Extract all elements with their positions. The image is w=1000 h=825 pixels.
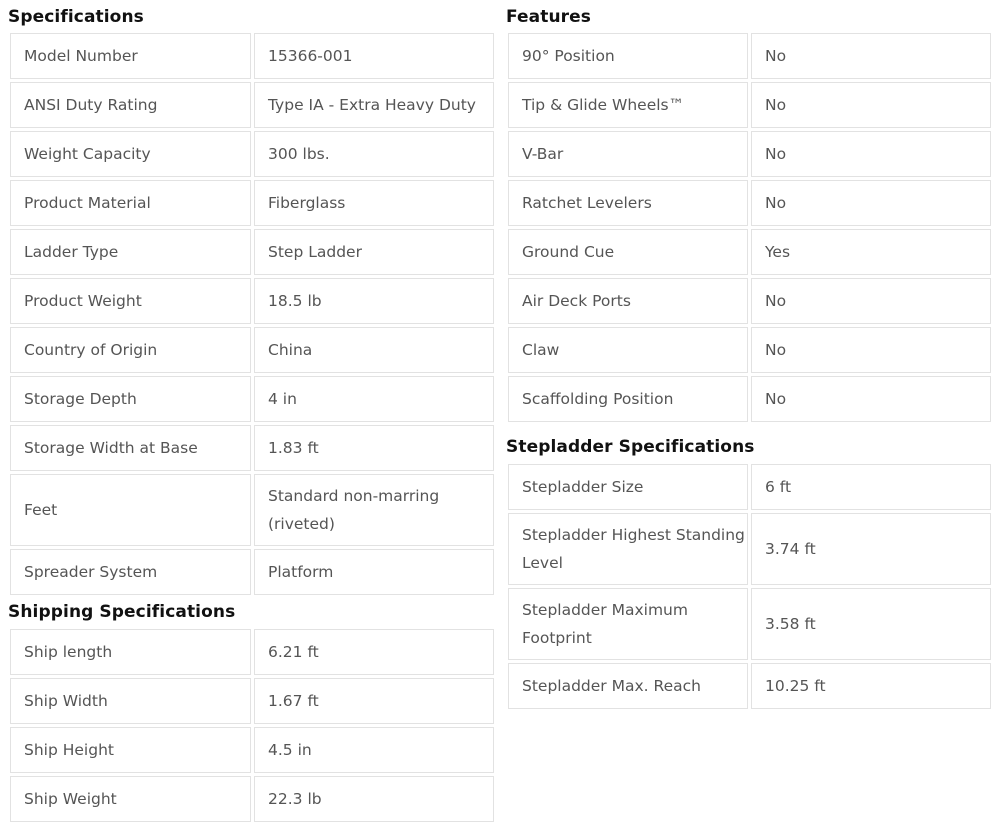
spec-value: 4 in: [254, 376, 494, 422]
table-row: [10, 776, 494, 822]
feature-label: Ratchet Levelers: [508, 180, 748, 226]
spec-value: 1.83 ft: [254, 425, 494, 471]
feature-value: Yes: [751, 229, 991, 275]
stepladder-value: 10.25 ft: [751, 663, 991, 709]
table-row: [10, 678, 494, 724]
table-row: [10, 82, 494, 128]
table-row: [10, 474, 494, 546]
feature-label: 90° Position: [508, 33, 748, 79]
table-row: [10, 549, 494, 595]
spec-label: Ship Weight: [10, 776, 251, 822]
stepladder-title: Stepladder Specifications: [506, 437, 755, 457]
table-row: [10, 425, 494, 471]
spec-value: China: [254, 327, 494, 373]
feature-label: Scaffolding Position: [508, 376, 748, 422]
table-row: [10, 33, 494, 79]
feature-label: Ground Cue: [508, 229, 748, 275]
table-row: [10, 376, 494, 422]
spec-value: 1.67 ft: [254, 678, 494, 724]
spec-label: Product Material: [10, 180, 251, 226]
table-row: [508, 82, 991, 128]
feature-value: No: [751, 376, 991, 422]
spec-label: Ship Height: [10, 727, 251, 773]
spec-label: Storage Width at Base: [10, 425, 251, 471]
table-row: [508, 278, 991, 324]
feature-value: No: [751, 33, 991, 79]
table-row: [508, 464, 991, 510]
spec-value: 4.5 in: [254, 727, 494, 773]
table-row: [10, 629, 494, 675]
feature-label: V-Bar: [508, 131, 748, 177]
table-row: [10, 327, 494, 373]
feature-value: No: [751, 278, 991, 324]
spec-label: Ship length: [10, 629, 251, 675]
spec-label: Weight Capacity: [10, 131, 251, 177]
table-row: [10, 131, 494, 177]
spec-value: 18.5 lb: [254, 278, 494, 324]
table-row: [508, 131, 991, 177]
features-table: [505, 30, 994, 425]
spec-value: Step Ladder: [254, 229, 494, 275]
spec-label: Ladder Type: [10, 229, 251, 275]
stepladder-label: Stepladder Highest Standing Level: [508, 513, 748, 585]
table-row: [10, 278, 494, 324]
spec-label: Storage Depth: [10, 376, 251, 422]
stepladder-table: [505, 461, 994, 712]
table-row: [10, 727, 494, 773]
spec-label: Ship Width: [10, 678, 251, 724]
specifications-table: [7, 30, 497, 598]
stepladder-label: Stepladder Size: [508, 464, 748, 510]
spec-value: Type IA - Extra Heavy Duty: [254, 82, 494, 128]
table-row: [508, 588, 991, 660]
table-row: [508, 180, 991, 226]
spec-label: Product Weight: [10, 278, 251, 324]
stepladder-value: 3.74 ft: [751, 513, 991, 585]
table-row: [508, 229, 991, 275]
feature-label: Air Deck Ports: [508, 278, 748, 324]
table-row: [508, 663, 991, 709]
spec-label: Feet: [10, 474, 251, 546]
feature-label: Tip & Glide Wheels™: [508, 82, 748, 128]
table-row: [10, 229, 494, 275]
spec-label: ANSI Duty Rating: [10, 82, 251, 128]
stepladder-label: Stepladder Maximum Footprint: [508, 588, 748, 660]
spec-value: Fiberglass: [254, 180, 494, 226]
stepladder-label: Stepladder Max. Reach: [508, 663, 748, 709]
spec-value: 22.3 lb: [254, 776, 494, 822]
feature-value: No: [751, 131, 991, 177]
spec-label: Model Number: [10, 33, 251, 79]
spec-value: Standard non-marring (riveted): [254, 474, 494, 546]
stepladder-value: 3.58 ft: [751, 588, 991, 660]
shipping-title: Shipping Specifications: [8, 602, 236, 622]
spec-label: Spreader System: [10, 549, 251, 595]
feature-value: No: [751, 327, 991, 373]
table-row: [508, 327, 991, 373]
shipping-table: [7, 626, 497, 825]
table-row: [508, 376, 991, 422]
spec-value: 300 lbs.: [254, 131, 494, 177]
spec-value: 15366-001: [254, 33, 494, 79]
table-row: [10, 180, 494, 226]
specifications-title: Specifications: [8, 7, 144, 27]
feature-value: No: [751, 180, 991, 226]
features-title: Features: [506, 7, 591, 27]
feature-value: No: [751, 82, 991, 128]
spec-value: 6.21 ft: [254, 629, 494, 675]
spec-value: Platform: [254, 549, 494, 595]
stepladder-value: 6 ft: [751, 464, 991, 510]
feature-label: Claw: [508, 327, 748, 373]
table-row: [508, 513, 991, 585]
table-row: [508, 33, 991, 79]
spec-label: Country of Origin: [10, 327, 251, 373]
